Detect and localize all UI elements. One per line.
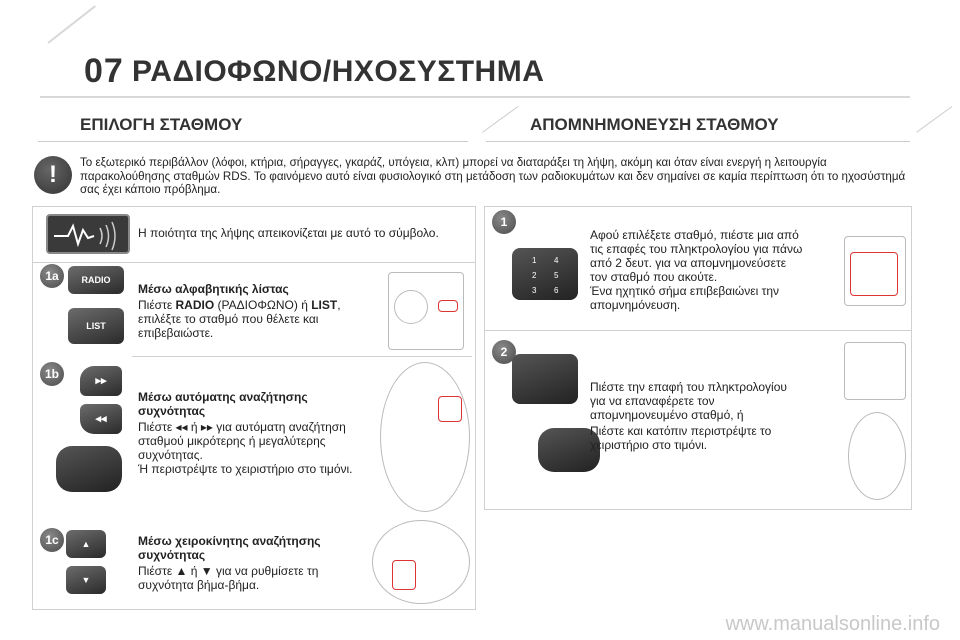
step-badge-1c: 1c [40,528,64,552]
tune-highlight [392,560,416,590]
step-1c-text: Πιέστε ▲ ή ▼ για να ρυθμίσετε τη συχνότητα βήμα-βήμα. [138,564,319,592]
section-decoration [916,106,952,133]
chapter-title: ΡΑΔΙΟΦΩΝΟ/ΗΧΟΣΥΣΤΗΜΑ [132,55,545,88]
tune-up-button[interactable]: ▲ [66,530,106,558]
reception-quality-icon [46,214,130,254]
chapter-number: 07 [84,52,124,90]
divider [32,262,476,263]
step-1b-text: Πιέστε ◂◂ ή ▸▸ για αυτόματη αναζήτηση σταθμού μικρότερης ή μεγαλύτερης συχνότητας. [138,420,346,462]
step-2-text-2: Πιέστε και κατόπιν περιστρέψτε το χειριστήριο στο τιμόνι. [590,424,772,452]
seek-highlight [438,396,462,422]
warning-text: Το εξωτερικό περιβάλλον (λόφοι, κτήρια, σήραγγες, γκαράζ, υπόγεια, κλπ) μπορεί να διαταράξει τη λήψη, ακόμη και όταν είναι ενεργή η λειτουργία παρακολούθησης σταθμών RDS. Το φαινόμενο αυτό είναι φυσιολογικό στη μετάδοση των ραδιοκυμάτων και δεν σημαίνει σε καμία περίπτωση ότι το ηχοσύστημά σας έχει κάποιο πρόβλημα. [80,156,906,196]
step-badge-1b: 1b [40,362,64,386]
step-1a-title: Μέσω αλφαβητικής λίστας [138,282,289,296]
step-2-text: Πιέστε την επαφή του πληκτρολογίου για να επαναφέρετε τον απομνημονευμένο σταθμό, ή [590,380,787,422]
step-badge-1a: 1a [40,264,64,288]
steering-illustration-2 [848,412,906,500]
keypad-label: 3 [532,286,537,295]
keypad-highlight [850,252,898,296]
step-1a-text: Πιέστε RADIO (ΡΑΔΙΟΦΩΝΟ) ή LIST, επιλέξτε το σταθμό που θέλετε και επιβεβαιώστε. [138,298,341,340]
divider [484,330,912,331]
dashboard-illustration-2 [372,520,470,604]
reception-quality-text: Η ποιότητα της λήψης απεικονίζεται με αυτό το σύμβολο. [138,226,439,240]
tune-down-button[interactable]: ▼ [66,566,106,594]
radio-highlight [438,300,458,312]
step-1-text-2: Ένα ηχητικό σήμα επιβεβαιώνει την απομνημόνευση. [590,284,780,312]
step-1-text: Αφού επιλέξετε σταθμό, πιέστε μια από τις επαφές του πληκτρολογίου για πάνω από 2 δευτ. για να απομνημονεύσετε τον σταθμό που ακούτε. [590,228,803,284]
steering-illustration [380,362,470,512]
seek-back-button[interactable]: ◂◂ [80,404,122,434]
preset-keypad-icon-2[interactable] [512,354,578,404]
step-1c-title: Μέσω χειροκίνητης αναζήτησης συχνότητας [138,534,321,562]
step-1b-title: Μέσω αυτόματης αναζήτησης συχνότητας [138,390,308,418]
step-badge-2: 2 [492,340,516,364]
keypad-label: 5 [554,271,559,280]
preset-keypad-icon[interactable] [512,248,578,300]
site-watermark: www.manualsonline.info [725,613,940,635]
radio-button[interactable]: RADIO [68,266,124,294]
header-rule [40,96,910,98]
warning-icon: ! [34,156,72,194]
keypad-label: 4 [554,256,559,265]
step-1b-text-2: Ή περιστρέψτε το χειριστήριο στο τιμόνι. [138,462,353,476]
section-title-store-station [486,112,910,142]
seek-forward-button[interactable]: ▸▸ [80,366,122,396]
keypad-label: 2 [532,271,537,280]
section-title-text: ΕΠΙΛΟΓΗ ΣΤΑΘΜΟΥ [80,115,243,134]
step-badge-1: 1 [492,210,516,234]
steering-wheel-control-icon[interactable] [56,446,122,492]
dashboard-knob-illustration [394,290,428,324]
section-title-text: ΑΠΟΜΝΗΜΟΝΕΥΣΗ ΣΤΑΘΜΟΥ [530,115,779,134]
keypad-label: 1 [532,256,537,265]
keypad-label: 6 [554,286,559,295]
divider [132,356,472,357]
dashboard-keypad-illustration-2 [844,342,906,400]
section-title-select-station [38,112,468,142]
header-decoration [47,5,96,44]
list-button[interactable]: LIST [68,308,124,344]
